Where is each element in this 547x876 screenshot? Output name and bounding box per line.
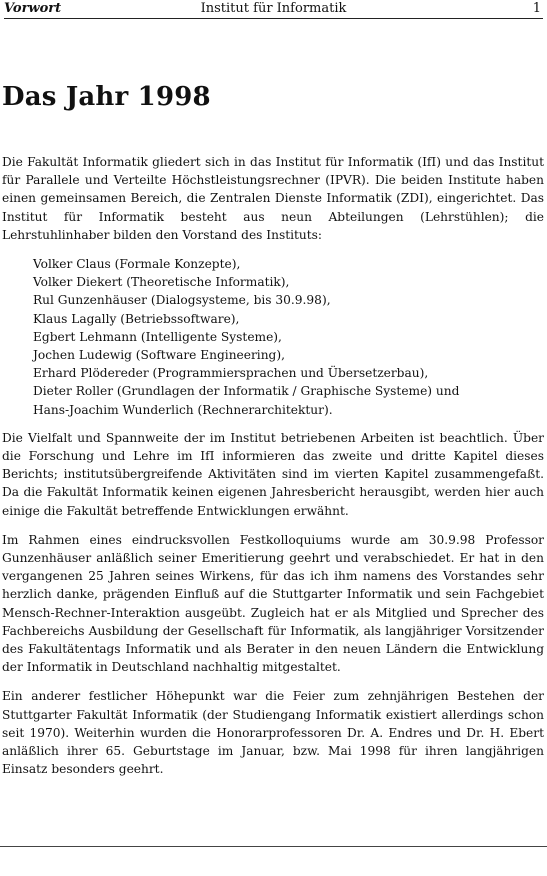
chair-list: [33, 255, 544, 419]
body-text: [2, 153, 544, 790]
paragraph-scope: Die Vielfalt und Spannweite der im Institut betriebenen Arbeiten ist beachtlich. Über die Forschung und Lehre im IfI informieren das zweite und dritte Kapitel dieses Berichts; institutsübergreifende Aktivitäten sind im vierten Kapitel zusammengefaßt. Da die Fakultät Informatik keinen eigenen Jahresbericht herausgibt, werden hier auch einige die Fakultät betreffende Entwicklungen erwähnt.: [2, 430, 544, 518]
list-item: Volker Claus (Formale Konzepte),: [33, 257, 241, 272]
list-item: Egbert Lehmann (Intelligente Systeme),: [33, 329, 282, 344]
list-item: Dieter Roller (Grundlagen der Informatik / Graphische Systeme) und: [33, 384, 460, 399]
header-section: Vorwort: [4, 1, 62, 16]
page-heading: Das Jahr 1998: [2, 82, 211, 112]
list-item: Rul Gunzenhäuser (Dialogsysteme, bis 30.9.98),: [33, 293, 331, 308]
list-item: Erhard Plödereder (Programmiersprachen und Übersetzerbau),: [33, 366, 429, 381]
paragraph-intro: Die Fakultät Informatik gliedert sich in das Institut für Informatik (IfI) und das Institut für Parallele und Verteilte Höchstleistungsrechner (IPVR). Die beiden Institute haben einen gemeinsamen Bereich, die Zentralen Dienste Informatik (ZDI), eingerichtet. Das Institut für Informatik besteht aus neun Abteilungen (Lehrstühlen); die Lehrstuhlinhaber bilden den Vorstand des Instituts:: [2, 155, 544, 242]
paragraph-anniversary: Ein anderer festlicher Höhepunkt war die Feier zum zehnjährigen Bestehen der Stuttgarter Fakultät Informatik (der Studiengang Informatik existiert allerdings schon seit 1970). Weiterhin wurden die Honorarprofessoren Dr. A. Endres und Dr. H. Ebert anläßlich ihrer 65. Geburtstage im Januar, bzw. Mai 1998 für ihren langjährigen Einsatz besonders geehrt.: [2, 689, 544, 777]
header-title: Institut für Informatik: [200, 1, 347, 16]
list-item: Hans-Joachim Wunderlich (Rechnerarchitektur).: [33, 402, 333, 417]
page-number: 1: [532, 1, 541, 16]
running-header: [4, 0, 543, 19]
list-item: Volker Diekert (Theoretische Informatik),: [33, 275, 290, 290]
bottom-rule: [0, 846, 547, 847]
list-item: Klaus Lagally (Betriebssoftware),: [33, 311, 240, 326]
paragraph-festkolloquium: Im Rahmen eines eindrucksvollen Festkolloquiums wurde am 30.9.98 Professor Gunzenhäuser anläßlich seiner Emeritierung geehrt und verabschiedet. Er hat in den vergangenen 25 Jahren seines Wirkens, für das ich ihm namens des Vorstandes sehr herzlich danke, prägenden Einfluß auf die Stuttgarter Informatik und sein Fachgebiet Mensch-Rechner-Interaktion ausgeübt. Zugleich hat er als Mitglied und Sprecher des Fachbereichs Ausbildung der Gesellschaft für Informatik, als langjähriger Vorsitzender des Fakultätentags Informatik und als Berater in den neuen Ländern die Entwicklung der Informatik in Deutschland nachhaltig mitgestaltet.: [2, 532, 544, 675]
list-item: Jochen Ludewig (Software Engineering),: [33, 348, 285, 363]
